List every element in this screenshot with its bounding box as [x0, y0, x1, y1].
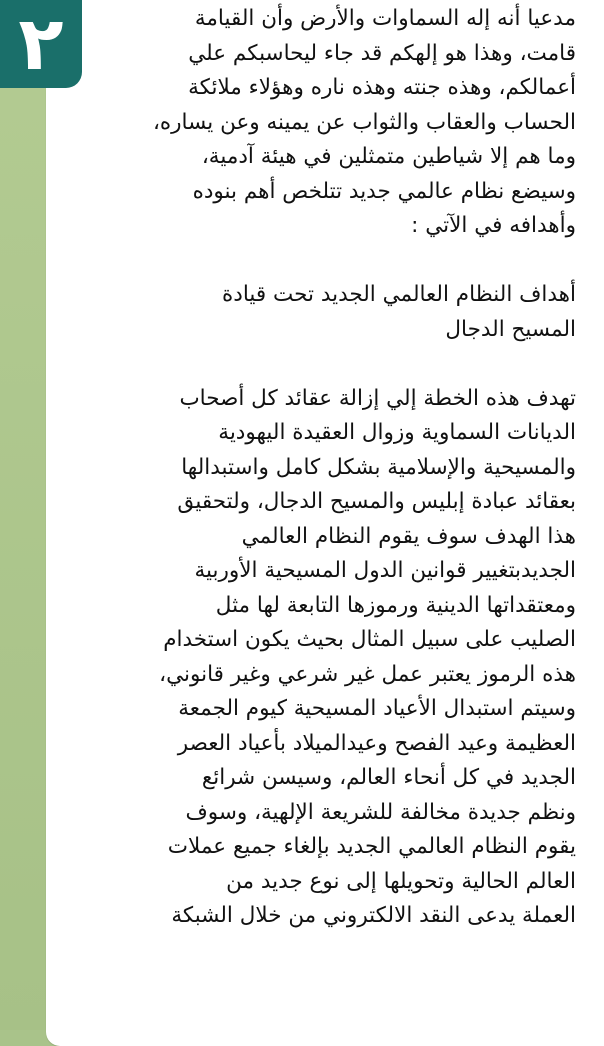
- text-line: وسيضع نظام عالمي جديد تتلخص أهم بنوده: [192, 178, 576, 204]
- text-line: الجديدبتغيير قوانين الدول المسيحية الأوربية: [194, 558, 576, 583]
- text-line: الحساب والعقاب والثواب عن يمينه وعن يساره،: [152, 109, 576, 135]
- text-line: العظيمة وعيد الفصح وعيدالميلاد بأعياد العصر: [177, 730, 576, 756]
- paragraph-gap: [64, 347, 576, 382]
- text-line: الديانات السماوية وزوال العقيدة اليهودية: [218, 420, 576, 445]
- text-line: ونظم جديدة مخالفة للشريعة الإلهية، وسوف: [185, 799, 576, 825]
- text-line: المسيح الدجال: [445, 316, 576, 342]
- text-line: تهدف هذه الخطة إلي إزالة عقائد كل أصحاب: [179, 385, 576, 411]
- text-line: بعقائد عبادة إبليس والمسيح الدجال، ولتحقيق: [177, 489, 576, 514]
- text-line: أهداف النظام العالمي الجديد تحت قيادة: [222, 282, 576, 307]
- text-line: يقوم النظام العالمي الجديد بإلغاء جميع عملات: [167, 834, 576, 859]
- text-line: مدعيا أنه إله السماوات والأرض وأن القيامة: [194, 6, 576, 31]
- text-line: العملة يدعى النقد الالكتروني من خلال الشبكة: [171, 903, 576, 928]
- text-line: الصليب على سبيل المثال بحيث يكون استخدام: [163, 627, 576, 652]
- text-line: العالم الحالية وتحويلها إلى نوع جديد من: [226, 868, 576, 894]
- text-line: وما هم إلا شياطين متمثلين في هيئة آدمية،: [201, 144, 576, 169]
- text-line: الجديد في كل أنحاء العالم، وسيسن شرائع: [201, 765, 576, 790]
- text-line: وأهدافه في الآتي :: [411, 213, 576, 238]
- text-line: والمسيحية والإسلامية بشكل كامل واستبدالها: [181, 454, 576, 480]
- text-line: هذا الهدف سوف يقوم النظام العالمي: [241, 523, 576, 549]
- message-text: [64, 2, 576, 934]
- text-line: قامت، وهذا هو إلهكم قد جاء ليحاسبكم علي: [188, 40, 576, 66]
- paragraph-gap: [64, 244, 576, 279]
- text-line: هذه الرموز يعتبر عمل غير شرعي وغير قانوني،: [159, 661, 576, 687]
- text-line: وسيتم استبدال الأعياد المسيحية كيوم الجمعة: [178, 696, 576, 721]
- text-line: ومعتقداتها الدينية ورموزها التابعة لها مثل: [215, 592, 576, 618]
- part-number: ٢: [18, 1, 64, 87]
- text-line: أعمالكم، وهذه جنته وهذه ناره وهؤلاء ملائكة: [188, 75, 576, 100]
